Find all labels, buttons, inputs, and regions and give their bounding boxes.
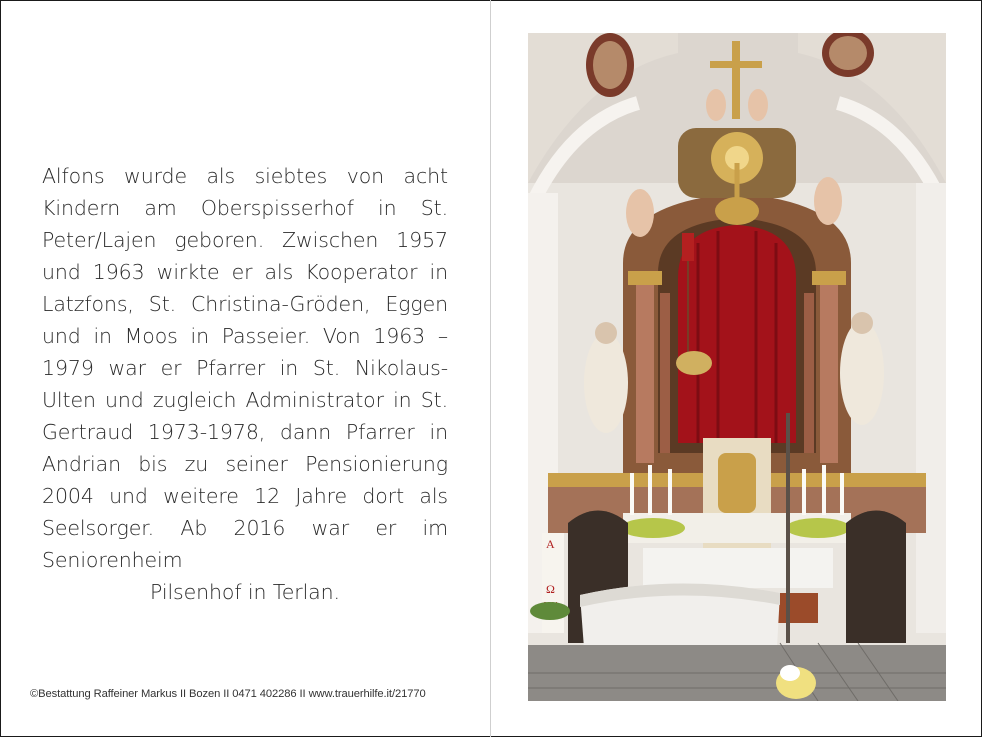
- biography-body: Alfons wurde als siebtes von acht Kindern am Oberspisserhof in St. Peter/Lajen geboren. Zwischen 1957 und 1963 wirkte er als Kooperator in Latzfons, St. Christina-Gröden, Eggen und in Moos in Passeier. Von 1963 – 1979 war er Pfarrer in St. Nikolaus-Ulten und zugleich Administrator in St. Gertraud 1973-1978, dann Pfarrer in Andrian bis zu seiner Pensionierung 2004 und weitere 12 Jahre dort als Seelsorger. Ab 2016 war er im Seniorenheim: [42, 164, 448, 572]
- card-left-page: [0, 0, 490, 737]
- card-fold-line: [490, 0, 491, 737]
- altar-photo: [528, 33, 946, 701]
- footer-credit: ©Bestattung Raffeiner Markus II Bozen II 0471 402286 II www.trauerhilfe.it/21770: [30, 688, 426, 700]
- biography-text: [42, 160, 448, 608]
- biography-last-line: Pilsenhof in Terlan.: [150, 580, 340, 604]
- banner-letter-alpha: A: [546, 537, 555, 551]
- banner-letter-omega: Ω: [546, 582, 555, 596]
